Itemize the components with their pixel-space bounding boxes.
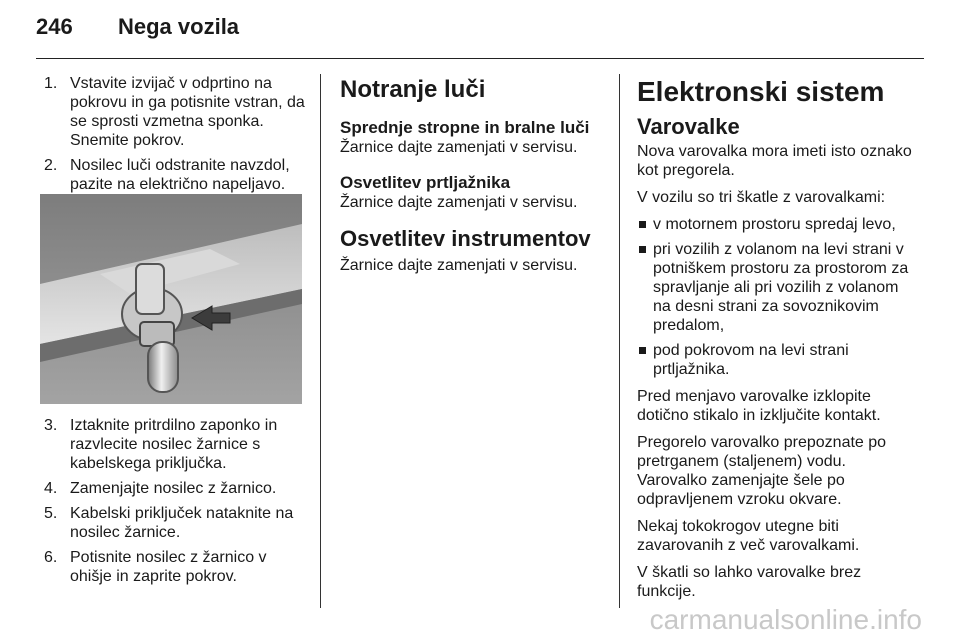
section-heading-interior-lights: Notranje luči	[340, 76, 486, 103]
column-divider-1	[320, 74, 321, 608]
step-text: Iztaknite pritrdilno zaponko in razvlecite nosilec žarnice s kabelskega priključka.	[70, 417, 278, 472]
subsection-title: Osvetlitev prtljažnika	[340, 173, 511, 192]
step-item	[44, 74, 310, 150]
paragraph: Nova varovalka mora imeti isto oznako kot pregorela.	[637, 143, 912, 179]
subsection-title: Sprednje stropne in bralne luči	[340, 118, 590, 137]
left-column	[44, 74, 310, 200]
step-item	[44, 156, 310, 194]
steps-list-bottom	[44, 416, 310, 586]
step-text: Vstavite izvijač v odprtino na pokrovu in ga potisnite vstran, da se sprosti vzmetna sponka. Snemite pokrov.	[70, 75, 305, 149]
section-heading-instrument-lighting: Osvetlitev instrumentov	[340, 226, 591, 251]
right-column	[637, 76, 913, 609]
step-number: 3.	[44, 417, 58, 434]
paragraph: Pregorelo varovalko prepoznate po pretrganem (staljenem) vodu. Varovalko zamenjajte šele po odpravljenem vzroku okvare.	[637, 434, 887, 508]
step-text: Nosilec luči odstranite navzdol, pazite na električno napeljavo.	[70, 157, 290, 193]
header-rule	[36, 58, 924, 59]
steps-list-top	[44, 74, 310, 194]
section-text: Žarnice dajte zamenjati v servisu.	[340, 257, 578, 274]
step-number: 5.	[44, 505, 58, 522]
step-number: 4.	[44, 480, 58, 497]
step-item	[44, 548, 310, 586]
step-text: Kabelski priključek nataknite na nosilec žarnice.	[70, 505, 294, 541]
subsection-text: Žarnice dajte zamenjati v servisu.	[340, 139, 578, 156]
step-number: 1.	[44, 75, 58, 92]
paragraph: Nekaj tokokrogov utegne biti zavarovanih z več varovalkami.	[637, 518, 860, 554]
lamp-holder-illustration	[40, 194, 302, 404]
step-item	[44, 479, 310, 498]
paragraph: Pred menjavo varovalke izklopite dotično stikalo in izključite kontakt.	[637, 388, 881, 424]
step-text: Potisnite nosilec z žarnico v ohišje in zaprite pokrov.	[70, 549, 267, 585]
list-item-text: v motornem prostoru spredaj levo,	[653, 216, 896, 233]
step-number: 2.	[44, 157, 58, 174]
column-divider-2	[619, 74, 620, 608]
middle-column	[340, 76, 610, 283]
list-item	[637, 341, 913, 379]
watermark: carmanualsonline.info	[649, 604, 922, 635]
page-number: 246	[36, 14, 73, 39]
page-title: Nega vozila	[118, 14, 240, 39]
bullet-square-icon	[639, 221, 646, 228]
step-text: Zamenjajte nosilec z žarnico.	[70, 480, 277, 497]
step-item	[44, 504, 310, 542]
step-number: 6.	[44, 549, 58, 566]
subsection-heading-fuses: Varovalke	[637, 114, 740, 139]
paragraph: V vozilu so tri škatle z varovalkami:	[637, 189, 886, 206]
list-item	[637, 240, 913, 335]
section-heading-electronics: Elektronski sistem	[637, 76, 885, 107]
left-column-bottom	[44, 416, 310, 592]
list-item-text: pod pokrovom na levi strani prtljažnika.	[653, 342, 849, 378]
subsection-text: Žarnice dajte zamenjati v servisu.	[340, 194, 578, 211]
paragraph: V škatli so lahko varovalke brez funkcije.	[637, 564, 862, 600]
lamp-holder-photo	[40, 194, 302, 404]
fuse-box-list	[637, 215, 913, 379]
step-item	[44, 416, 310, 473]
list-item-text: pri vozilih z volanom na levi strani v potniškem prostoru za prostorom za spravljanje ali pri vozilih z volanom na desni strani za sovoznikovim predalom,	[653, 241, 909, 334]
list-item	[637, 215, 913, 234]
bullet-square-icon	[639, 246, 646, 253]
bullet-square-icon	[639, 347, 646, 354]
